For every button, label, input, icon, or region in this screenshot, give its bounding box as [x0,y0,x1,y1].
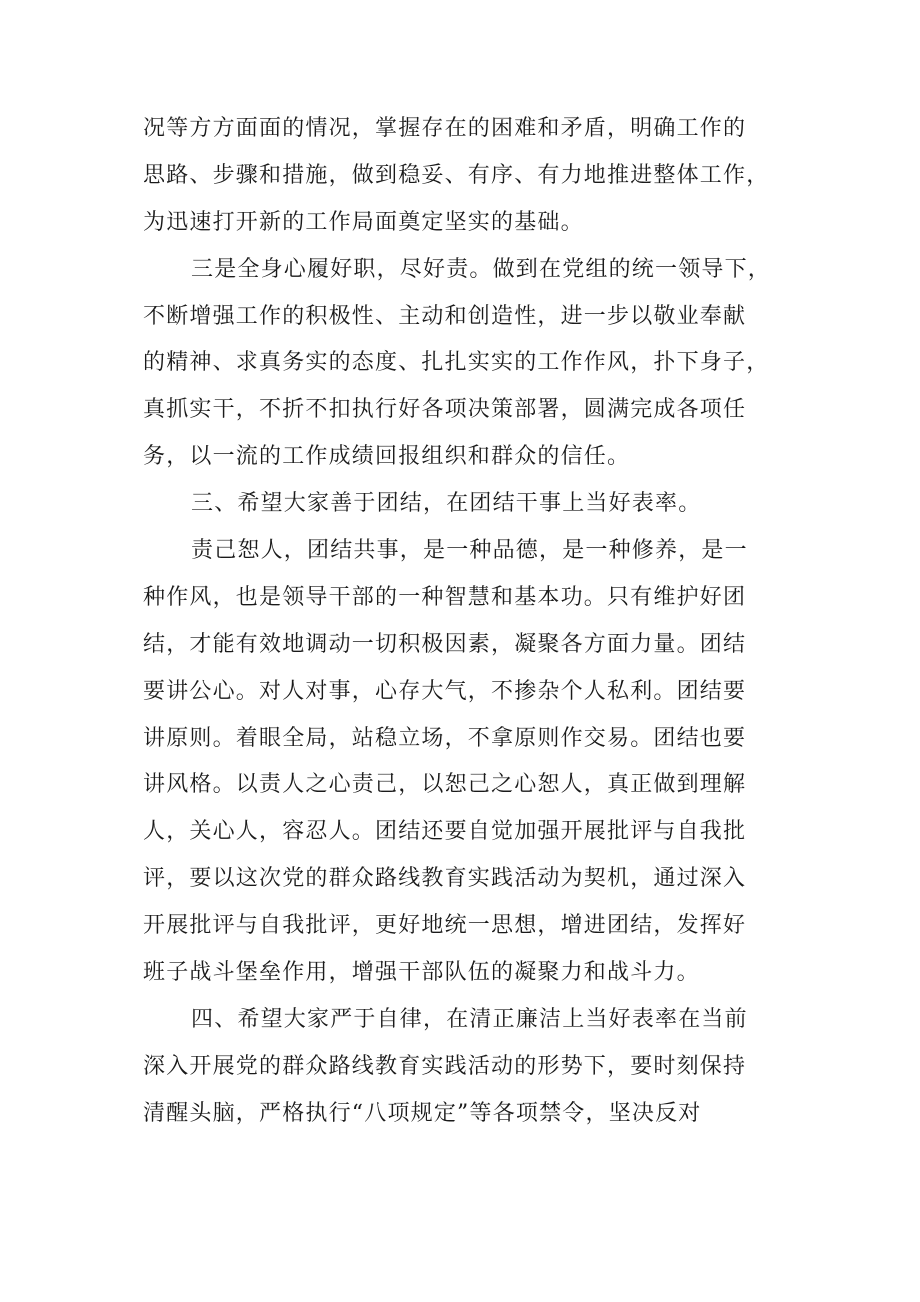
text-line: 种作风，也是领导干部的一种智慧和基本功。只有维护好团 [143,584,747,610]
paragraph-start-line: 责己恕人，团结共事，是一种品德，是一种修养，是一 [191,538,748,564]
text-line: 深入开展党的群众路线教育实践活动的形势下，要时刻保持 [143,1053,747,1079]
text-line: 班子战斗堡垒作用，增强干部队伍的凝聚力和战斗力。 [143,960,700,986]
text-line: 结，才能有效地调动一切积极因素，凝聚各方面力量。团结 [143,631,747,657]
text-line: 务，以一流的工作成绩回报组织和群众的信任。 [143,444,631,470]
text-line: 要讲公心。对人对事，心存大气，不掺杂个人私利。团结要 [143,678,747,704]
text-line: 为迅速打开新的工作局面奠定坚实的基础。 [143,209,584,235]
paragraph-start-line: 三是全身心履好职，尽好责。做到在党组的统一领导下， [191,256,772,282]
text-line: 况等方方面面的情况，掌握存在的困难和矛盾，明确工作的 [143,116,747,141]
text-line: 评，要以这次党的群众路线教育实践活动为契机，通过深入 [143,866,747,892]
text-line: 开展批评与自我批评，更好地统一思想，增进团结，发挥好 [143,913,747,939]
document-body [143,106,783,1138]
section-heading-line: 三、希望大家善于团结，在团结干事上当好表率。 [191,491,702,517]
text-line: 的精神、求真务实的态度、扎扎实实的工作作风，扑下身子， [143,350,770,376]
text-line: 真抓实干，不折不扣执行好各项决策部署，圆满完成各项任 [143,397,747,423]
text-line: 清醒头脑，严格执行“八项规定”等各项禁令，坚决反对 [143,1100,702,1126]
text-line: 思路、步骤和措施，做到稳妥、有序、有力地推进整体工作， [143,162,770,188]
text-line: 人，关心人，容忍人。团结还要自觉加强开展批评与自我批 [143,819,747,845]
text-line: 讲原则。着眼全局，站稳立场，不拿原则作交易。团结也要 [143,725,747,751]
section-heading-line: 四、希望大家严于自律，在清正廉洁上当好表率在当前 [191,1006,748,1032]
text-line: 不断增强工作的积极性、主动和创造性，进一步以敬业奉献 [143,303,747,329]
text-line: 讲风格。以责人之心责己，以恕己之心恕人，真正做到理解 [143,772,747,798]
